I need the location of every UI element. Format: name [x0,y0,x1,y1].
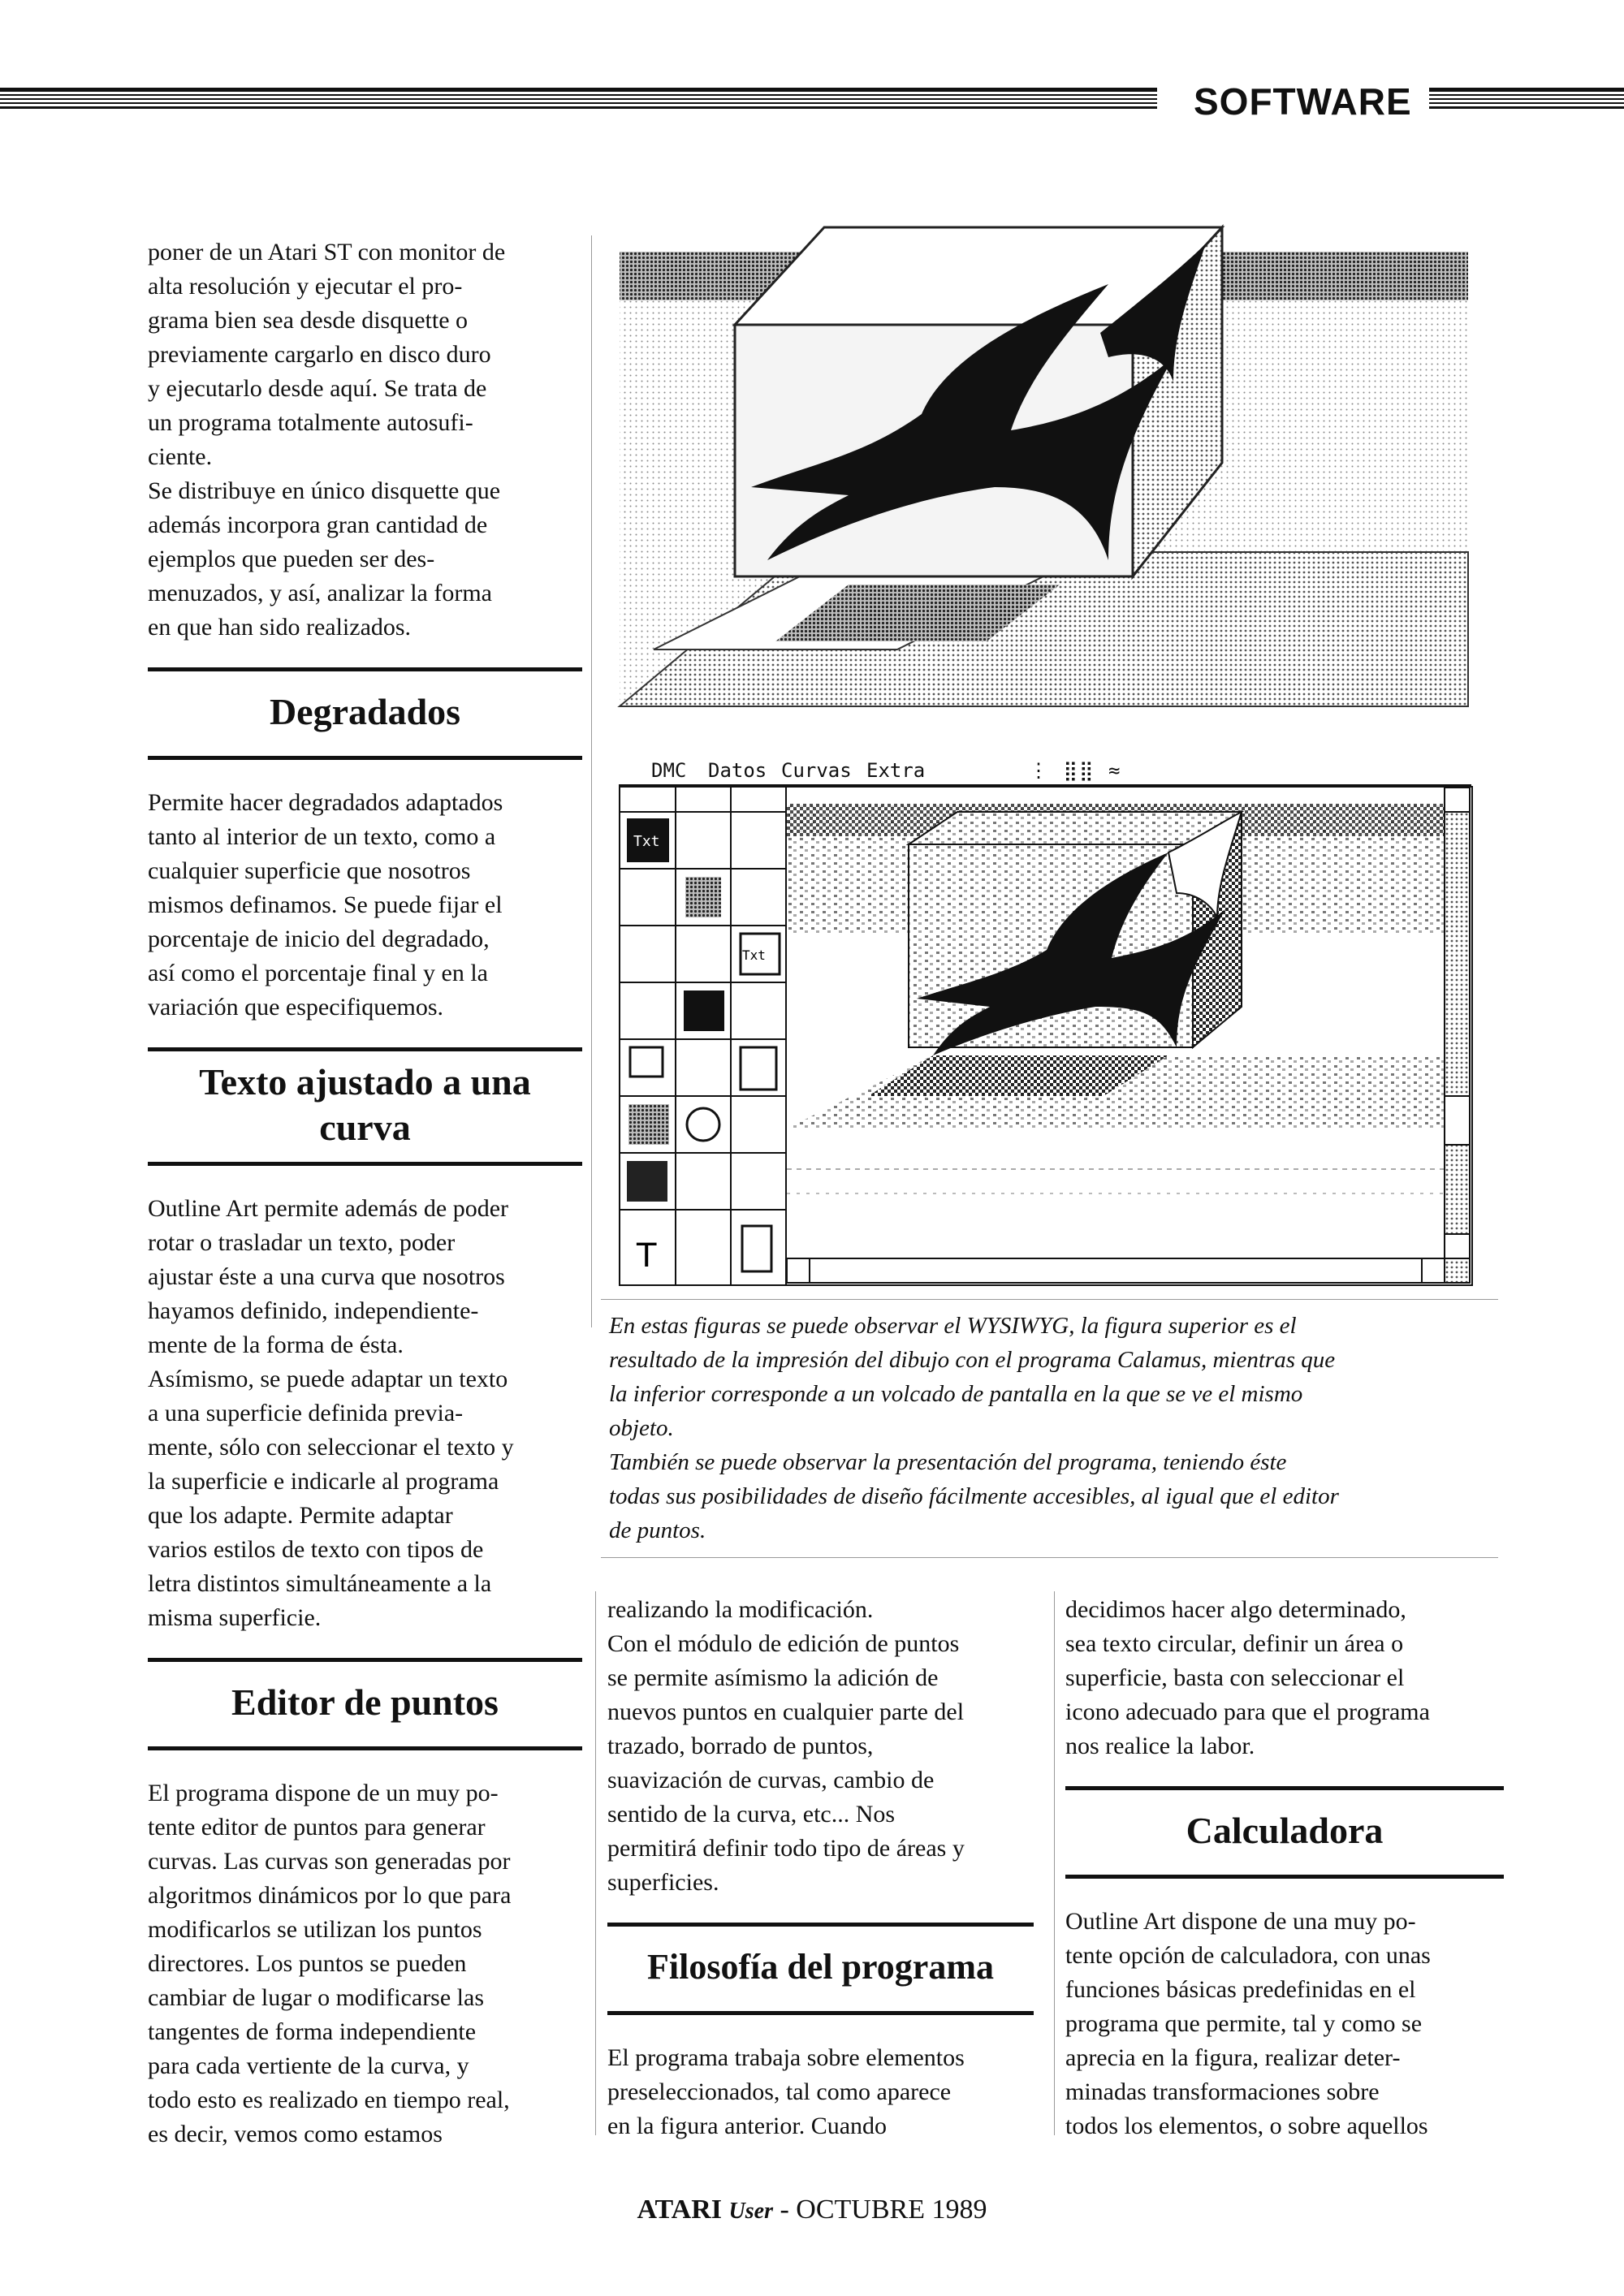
middle-intro: realizando la modificación. Con el módulo de edición de puntos se permite asímismo la adición de nuevos puntos en cualquier parte del trazado, borrado de puntos, suavización de curvas, cambio de sentido de la curva, etc... Nos permitirá definir todo tipo de áreas y superficies. [607,1596,965,1896]
menu-item-dmc[interactable]: DMC [651,759,687,782]
printed-cube-illustration [605,219,1470,723]
section-body-editor-puntos: El programa dispone de un muy po- tente editor de puntos para generar curvas. Las curvas son generadas por algoritmos dinámicos por lo que para modificarlos se utilizan los puntos directores. Los puntos se pueden cambiar de lugar o modificarse las tangentes de forma independiente para cada vertiente de la curva, y todo esto es realizado en tiempo real, es decir, vemos como estamos [148,1780,512,2147]
tool-icons[interactable] [620,788,787,1284]
menu-status-icons: ⋮ ⣿⣿ ≈ [1029,759,1122,782]
right-column [1065,1593,1504,2143]
svg-text:Txt: Txt [633,833,660,850]
footer [0,2192,1624,2229]
figure-screen-dump [619,757,1471,1284]
menu-item-extra[interactable]: Extra [866,759,926,782]
screen-cube-illustration [787,788,1471,1284]
svg-text:T: T [637,1237,657,1275]
header-rule-left [0,88,1157,109]
section-body-calculadora: Outline Art dispone de una muy po- tente opción de calculadora, con unas funciones básicas predefinidas en el programa que permite, tal y como se aprecia en la figura, realizar deter- minadas transformaciones sobre todos los elementos, o sobre aquellos [1065,1908,1431,2139]
footer-magazine: ATARI [637,2195,723,2225]
left-intro: poner de un Atari ST con monitor de alta resolución y ejecutar el pro- grama bien sea desde disquette o previamente cargarlo en disco duro y ejecutarlo desde aquí. Se trata de un programa totalmente autosufi- ciente. Se distribuye en único disquette que además incorpora gran cantidad de ejemplos que pueden ser des- menuzados, y así, analizar la forma en que han sido realizados. [148,239,506,641]
menu-item-datos[interactable]: Datos [708,759,767,782]
footer-date: - OCTUBRE 1989 [780,2195,987,2225]
left-column [148,235,582,2151]
section-header: SOFTWARE [1194,80,1412,123]
right-intro: decidimos hacer algo determinado, sea texto circular, definir un área o superficie, basta con seleccionar el icono adecuado para que el programa nos realice la labor. [1065,1596,1430,1759]
section-body-degradados: Permite hacer degradados adaptados tanto al interior de un texto, como a cualquier superficie que nosotros mismos definamos. Se puede fijar el porcentaje de inicio del degradado, así como el porcentaje final y en la variación que especifiquemos. [148,789,503,1021]
section-body-texto-curva: Outline Art permite además de poder rotar o trasladar un texto, poder ajustar éste a una curva que nosotros hayamos definido, independiente- mente de la forma de ésta. Asímismo, se puede adaptar un texto a una superficie definida previa- mente, sólo con seleccionar el texto y la superficie e indicarle al programa que los adapte. Permite adaptar varios estilos de texto con tipos de letra distintos simultáneamente a la misma superficie. [148,1195,514,1631]
tool-palette [619,786,788,1286]
middle-column [607,1593,1034,2143]
section-title-editor-puntos: Editor de puntos [148,1658,582,1750]
caption-top-rule [601,1299,1498,1300]
svg-text:Txt: Txt [742,947,766,963]
caption-bottom-rule [601,1557,1498,1558]
column-divider-right [1054,1591,1055,2135]
section-title-texto-curva: Texto ajustado a una curva [148,1047,582,1166]
figure-printed-output [605,219,1470,723]
menu-bar [619,757,1471,786]
footer-logo: User [728,2199,773,2224]
section-title-calculadora: Calculadora [1065,1786,1504,1879]
section-title-degradados: Degradados [148,667,582,760]
header-rule-right [1429,88,1624,109]
column-divider-middle [595,1591,596,2135]
column-divider-left [591,235,592,1327]
figure-caption: En estas figuras se puede observar el WYSIWYG, la figura superior es el resultado de la impresión del dibujo con el programa Calamus, mientras que la inferior corresponde a un volcado de pantalla en la que se ve el mismo objeto. También se puede observar la presentación del programa, teniendo éste todas sus posibilidades de diseño fácilmente accesibles, al igual que el editor de puntos. [609,1313,1339,1543]
section-body-filosofia: El programa trabaja sobre elementos preseleccionados, tal como aparece en la figura anterior. Cuando [607,2044,965,2139]
section-title-filosofia: Filosofía del programa [607,1923,1034,2015]
menu-item-curvas[interactable]: Curvas [781,759,852,782]
drawing-window[interactable] [785,786,1473,1286]
